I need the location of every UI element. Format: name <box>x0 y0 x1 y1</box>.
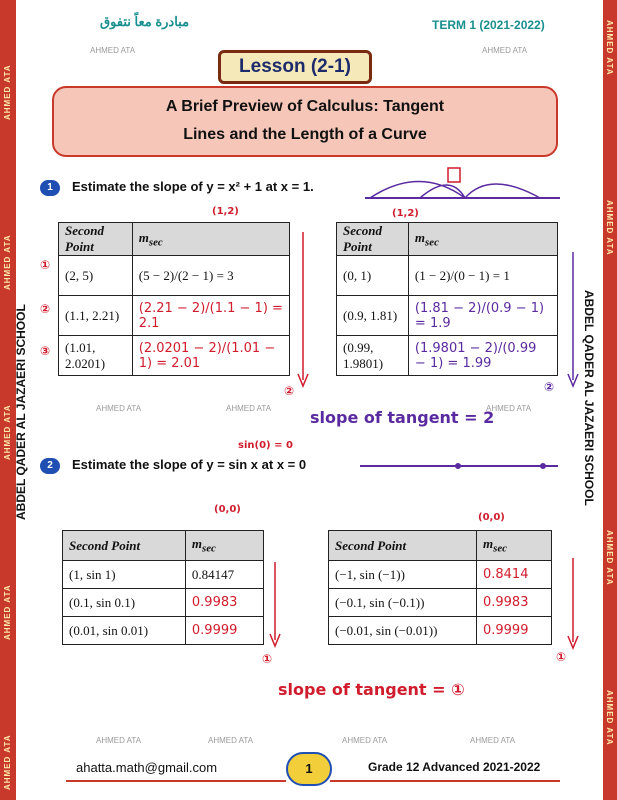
term-label: TERM 1 (2021-2022) <box>432 18 545 32</box>
column-header: $m_{sec}$ <box>476 531 551 561</box>
question-number-badge: 2 <box>40 458 60 474</box>
handwritten-point: (1,2) <box>392 208 419 219</box>
table-cell-msec: (1.9801 − 2)/(0.99 − 1) = 1.99 <box>408 336 557 376</box>
table-cell-msec: 0.9999 <box>185 617 263 645</box>
q2-result: slope of tangent = ① <box>278 680 465 699</box>
handwritten-point: (1,2) <box>212 206 239 217</box>
page-number: 1 <box>286 752 332 786</box>
limit-arrow-right <box>566 556 580 652</box>
column-header: Second Point <box>63 531 186 561</box>
side-watermark: AHMED ATA <box>605 530 614 586</box>
footer-divider <box>66 780 286 782</box>
footer-email[interactable]: ahatta.math@gmail.com <box>76 760 218 775</box>
right-border-strip <box>603 0 617 800</box>
watermark: AHMED ATA <box>482 46 528 55</box>
side-watermark: AHMED ATA <box>605 20 614 76</box>
q1-result: slope of tangent = 2 <box>310 408 495 427</box>
limit-value: ① <box>262 652 273 666</box>
column-header: $m_{sec}$ <box>408 223 557 256</box>
side-watermark: AHMED ATA <box>605 690 614 746</box>
column-header: Second Point <box>329 531 477 561</box>
table-cell-msec: (2.0201 − 2)/(1.01 − 1) = 2.01 <box>132 336 289 376</box>
q2-right-table <box>328 530 552 645</box>
watermark: AHMED ATA <box>90 46 136 55</box>
table-cell-msec: 0.84147 <box>185 561 263 589</box>
watermark: AHMED ATA <box>96 404 142 413</box>
side-watermark: AHMED ATA <box>3 404 12 460</box>
table-cell-point: (1, sin 1) <box>63 561 186 589</box>
lesson-label: Lesson (2-1) <box>218 50 372 84</box>
school-name-right: ABDEL QADER AL JAZAERI SCHOOL <box>582 290 596 506</box>
handwritten-point: (0,0) <box>478 512 505 523</box>
table-cell-msec: (5 − 2)/(2 − 1) = 3 <box>132 256 289 296</box>
lesson-title-line2: Lines and the Length of a Curve <box>183 126 427 143</box>
table-cell-msec: (1.81 − 2)/(0.9 − 1) = 1.9 <box>408 296 557 336</box>
number-line-sketch <box>358 452 568 486</box>
watermark: AHMED ATA <box>96 736 142 745</box>
watermark: AHMED ATA <box>208 736 254 745</box>
row-marker: ② <box>40 302 51 316</box>
number-line-sketch <box>360 160 570 210</box>
lesson-title-line1: A Brief Preview of Calculus: Tangent <box>165 98 445 115</box>
footer-divider <box>330 780 560 782</box>
table-cell-point: (0.9, 1.81) <box>337 296 409 336</box>
column-header: Second Point <box>337 223 409 256</box>
table-cell-point: (0.01, sin 0.01) <box>63 617 186 645</box>
question-1-text: Estimate the slope of y = x² + 1 at x = 1. <box>72 179 314 194</box>
watermark: AHMED ATA <box>470 736 516 745</box>
side-watermark: AHMED ATA <box>3 64 12 120</box>
table-cell-point: (−1, sin (−1)) <box>329 561 477 589</box>
side-watermark: AHMED ATA <box>605 200 614 256</box>
column-header: Second Point <box>59 223 133 256</box>
q1-right-table <box>336 222 558 376</box>
table-cell-point: (0, 1) <box>337 256 409 296</box>
row-marker: ③ <box>40 344 51 358</box>
row-marker: ① <box>40 258 51 272</box>
table-cell-point: (0.99, 1.9801) <box>337 336 409 376</box>
limit-arrow-right <box>566 250 580 390</box>
arabic-header: مبادرة معاً نتفوق <box>100 14 190 29</box>
q1-left-table <box>58 222 290 376</box>
question-number-badge: 1 <box>40 180 60 196</box>
limit-arrow-left <box>296 230 310 390</box>
table-cell-msec: (1 − 2)/(0 − 1) = 1 <box>408 256 557 296</box>
question-2-text: Estimate the slope of y = sin x at x = 0 <box>72 457 307 472</box>
lesson-title-box <box>52 86 558 157</box>
side-watermark: AHMED ATA <box>3 734 12 790</box>
watermark: AHMED ATA <box>486 404 532 413</box>
side-watermark: AHMED ATA <box>3 584 12 640</box>
table-cell-point: (−0.01, sin (−0.01)) <box>329 617 477 645</box>
limit-arrow-left <box>268 560 282 650</box>
handwritten-point: (0,0) <box>214 504 241 515</box>
q2-left-table <box>62 530 264 645</box>
table-cell-msec: 0.9983 <box>185 589 263 617</box>
table-cell-msec: 0.9983 <box>476 589 551 617</box>
handwritten-sin0: sin(0) = 0 <box>238 440 293 451</box>
table-cell-msec: (2.21 − 2)/(1.1 − 1) = 2.1 <box>132 296 289 336</box>
table-cell-point: (1.01, 2.0201) <box>59 336 133 376</box>
limit-value: ② <box>284 384 295 398</box>
table-cell-point: (2, 5) <box>59 256 133 296</box>
table-cell-point: (−0.1, sin (−0.1)) <box>329 589 477 617</box>
limit-value: ① <box>556 650 567 664</box>
school-name-left: ABDEL QADER AL JAZAERI SCHOOL <box>14 304 28 520</box>
table-cell-point: (1.1, 2.21) <box>59 296 133 336</box>
column-header: $m_{sec}$ <box>185 531 263 561</box>
limit-value: ② <box>544 380 555 394</box>
table-cell-point: (0.1, sin 0.1) <box>63 589 186 617</box>
side-watermark: AHMED ATA <box>3 234 12 290</box>
table-cell-msec: 0.8414 <box>476 561 551 589</box>
table-cell-msec: 0.9999 <box>476 617 551 645</box>
column-header: $m_{sec}$ <box>132 223 289 256</box>
watermark: AHMED ATA <box>226 404 272 413</box>
footer-grade: Grade 12 Advanced 2021-2022 <box>368 760 541 774</box>
watermark: AHMED ATA <box>342 736 388 745</box>
